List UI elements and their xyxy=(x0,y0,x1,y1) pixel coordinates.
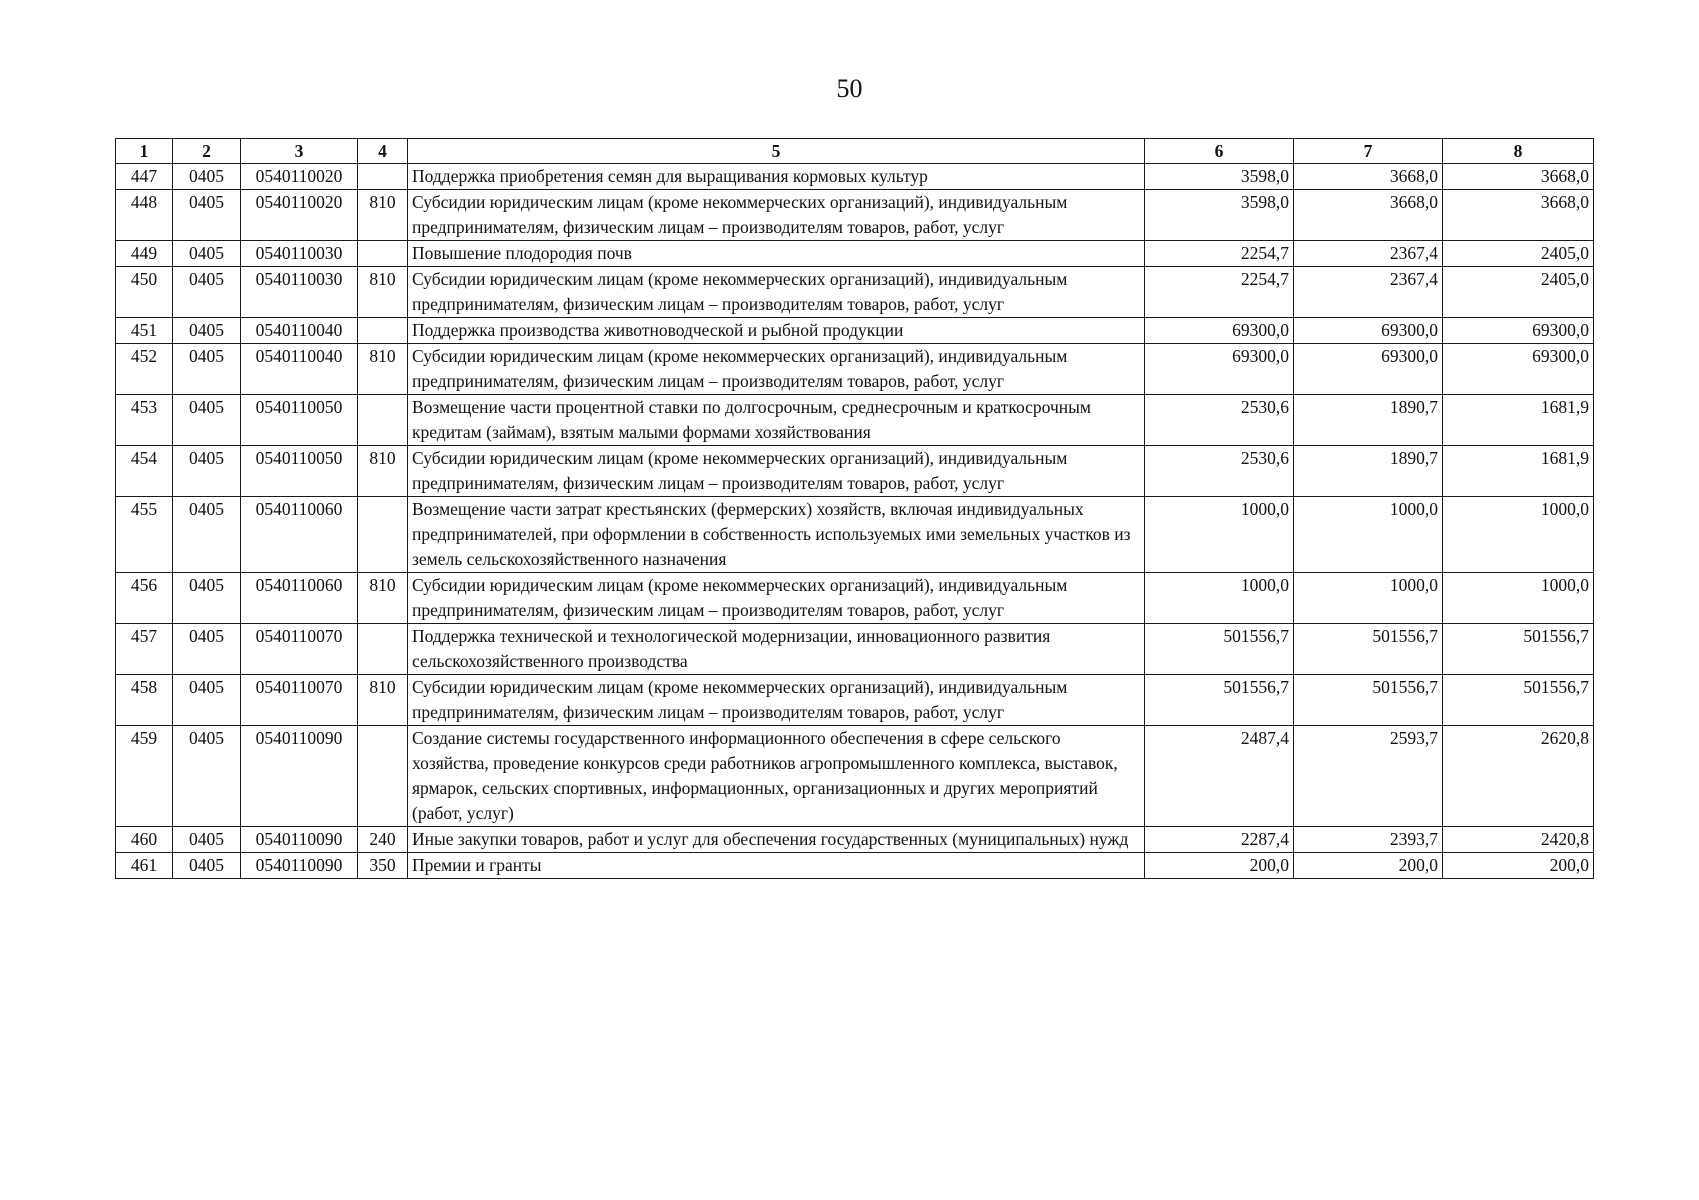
value-col8-cell: 69300,0 xyxy=(1443,344,1594,395)
table-row xyxy=(116,190,1594,241)
row-number-cell: 447 xyxy=(116,164,173,190)
value-col8-cell: 501556,7 xyxy=(1443,624,1594,675)
section-code-cell: 0405 xyxy=(173,344,241,395)
value-col8-cell: 3668,0 xyxy=(1443,164,1594,190)
value-col6-cell: 200,0 xyxy=(1145,853,1294,879)
value-col7-cell: 2367,4 xyxy=(1294,267,1443,318)
name-cell: Создание системы государственного информационного обеспечения в сфере сельского хозяйства, проведение конкурсов среди работников агропромышленного комплекса, выставок, ярмарок, сельских спортивных, информационных, организационных и других мероприятий (работ, услуг) xyxy=(408,726,1145,827)
value-col7-cell: 69300,0 xyxy=(1294,318,1443,344)
value-col6-cell: 501556,7 xyxy=(1145,624,1294,675)
value-col8-cell: 1000,0 xyxy=(1443,497,1594,573)
table-row xyxy=(116,726,1594,827)
value-col8-cell: 2420,8 xyxy=(1443,827,1594,853)
value-col7-cell: 1000,0 xyxy=(1294,573,1443,624)
name-cell: Премии и гранты xyxy=(408,853,1145,879)
table-row xyxy=(116,318,1594,344)
target-article-cell: 0540110020 xyxy=(241,190,358,241)
value-col7-cell: 501556,7 xyxy=(1294,624,1443,675)
value-col8-cell: 3668,0 xyxy=(1443,190,1594,241)
expense-type-cell: 810 xyxy=(358,267,408,318)
expense-type-cell: 240 xyxy=(358,827,408,853)
value-col6-cell: 2254,7 xyxy=(1145,267,1294,318)
table-row xyxy=(116,827,1594,853)
name-cell: Субсидии юридическим лицам (кроме некоммерческих организаций), индивидуальным предпринимателям, физическим лицам – производителям товаров, работ, услуг xyxy=(408,573,1145,624)
name-cell: Поддержка приобретения семян для выращивания кормовых культур xyxy=(408,164,1145,190)
value-col6-cell: 69300,0 xyxy=(1145,318,1294,344)
table-header-row xyxy=(116,139,1594,164)
name-cell: Поддержка производства животноводческой и рыбной продукции xyxy=(408,318,1145,344)
section-code-cell: 0405 xyxy=(173,624,241,675)
table-row xyxy=(116,344,1594,395)
target-article-cell: 0540110060 xyxy=(241,497,358,573)
name-cell: Субсидии юридическим лицам (кроме некоммерческих организаций), индивидуальным предпринимателям, физическим лицам – производителям товаров, работ, услуг xyxy=(408,675,1145,726)
value-col7-cell: 2393,7 xyxy=(1294,827,1443,853)
value-col8-cell: 1000,0 xyxy=(1443,573,1594,624)
value-col8-cell: 501556,7 xyxy=(1443,675,1594,726)
value-col6-cell: 2254,7 xyxy=(1145,241,1294,267)
value-col6-cell: 2287,4 xyxy=(1145,827,1294,853)
row-number-cell: 450 xyxy=(116,267,173,318)
value-col7-cell: 3668,0 xyxy=(1294,164,1443,190)
target-article-cell: 0540110070 xyxy=(241,624,358,675)
expense-type-cell xyxy=(358,624,408,675)
header-cell: 2 xyxy=(173,139,241,164)
value-col7-cell: 1890,7 xyxy=(1294,446,1443,497)
row-number-cell: 449 xyxy=(116,241,173,267)
table-row xyxy=(116,853,1594,879)
section-code-cell: 0405 xyxy=(173,267,241,318)
name-cell: Субсидии юридическим лицам (кроме некоммерческих организаций), индивидуальным предпринимателям, физическим лицам – производителям товаров, работ, услуг xyxy=(408,344,1145,395)
target-article-cell: 0540110070 xyxy=(241,675,358,726)
expense-type-cell xyxy=(358,497,408,573)
header-cell: 3 xyxy=(241,139,358,164)
value-col7-cell: 501556,7 xyxy=(1294,675,1443,726)
expense-type-cell xyxy=(358,726,408,827)
value-col7-cell: 1000,0 xyxy=(1294,497,1443,573)
target-article-cell: 0540110090 xyxy=(241,853,358,879)
page-number: 50 xyxy=(836,74,863,103)
expense-type-cell: 810 xyxy=(358,573,408,624)
row-number-cell: 451 xyxy=(116,318,173,344)
expense-type-cell: 810 xyxy=(358,344,408,395)
target-article-cell: 0540110090 xyxy=(241,827,358,853)
section-code-cell: 0405 xyxy=(173,241,241,267)
row-number-cell: 459 xyxy=(116,726,173,827)
value-col6-cell: 501556,7 xyxy=(1145,675,1294,726)
target-article-cell: 0540110060 xyxy=(241,573,358,624)
section-code-cell: 0405 xyxy=(173,446,241,497)
header-cell: 7 xyxy=(1294,139,1443,164)
value-col6-cell: 3598,0 xyxy=(1145,190,1294,241)
name-cell: Возмещение части процентной ставки по долгосрочным, среднесрочным и краткосрочным кредитам (займам), взятым малыми формами хозяйствования xyxy=(408,395,1145,446)
value-col7-cell: 69300,0 xyxy=(1294,344,1443,395)
section-code-cell: 0405 xyxy=(173,853,241,879)
section-code-cell: 0405 xyxy=(173,164,241,190)
value-col6-cell: 3598,0 xyxy=(1145,164,1294,190)
value-col6-cell: 69300,0 xyxy=(1145,344,1294,395)
header-cell: 4 xyxy=(358,139,408,164)
value-col8-cell: 69300,0 xyxy=(1443,318,1594,344)
table-body xyxy=(116,164,1594,879)
name-cell: Иные закупки товаров, работ и услуг для обеспечения государственных (муниципальных) нужд xyxy=(408,827,1145,853)
row-number-cell: 461 xyxy=(116,853,173,879)
expense-type-cell xyxy=(358,318,408,344)
name-cell: Поддержка технической и технологической модернизации, инновационного развития сельскохозяйственного производства xyxy=(408,624,1145,675)
value-col6-cell: 1000,0 xyxy=(1145,497,1294,573)
row-number-cell: 453 xyxy=(116,395,173,446)
section-code-cell: 0405 xyxy=(173,497,241,573)
row-number-cell: 455 xyxy=(116,497,173,573)
section-code-cell: 0405 xyxy=(173,190,241,241)
table-row xyxy=(116,624,1594,675)
header-cell: 6 xyxy=(1145,139,1294,164)
value-col6-cell: 2530,6 xyxy=(1145,446,1294,497)
value-col8-cell: 1681,9 xyxy=(1443,446,1594,497)
expense-type-cell xyxy=(358,241,408,267)
section-code-cell: 0405 xyxy=(173,675,241,726)
value-col7-cell: 3668,0 xyxy=(1294,190,1443,241)
name-cell: Субсидии юридическим лицам (кроме некоммерческих организаций), индивидуальным предпринимателям, физическим лицам – производителям товаров, работ, услуг xyxy=(408,446,1145,497)
name-cell: Субсидии юридическим лицам (кроме некоммерческих организаций), индивидуальным предпринимателям, физическим лицам – производителям товаров, работ, услуг xyxy=(408,267,1145,318)
expense-type-cell: 810 xyxy=(358,446,408,497)
expense-type-cell xyxy=(358,164,408,190)
value-col8-cell: 200,0 xyxy=(1443,853,1594,879)
table-row xyxy=(116,164,1594,190)
target-article-cell: 0540110040 xyxy=(241,344,358,395)
expense-type-cell: 810 xyxy=(358,675,408,726)
table-row xyxy=(116,241,1594,267)
value-col7-cell: 200,0 xyxy=(1294,853,1443,879)
table-row xyxy=(116,497,1594,573)
target-article-cell: 0540110030 xyxy=(241,267,358,318)
value-col6-cell: 1000,0 xyxy=(1145,573,1294,624)
expense-type-cell xyxy=(358,395,408,446)
table-row xyxy=(116,267,1594,318)
value-col8-cell: 2405,0 xyxy=(1443,241,1594,267)
target-article-cell: 0540110020 xyxy=(241,164,358,190)
section-code-cell: 0405 xyxy=(173,827,241,853)
row-number-cell: 452 xyxy=(116,344,173,395)
row-number-cell: 456 xyxy=(116,573,173,624)
section-code-cell: 0405 xyxy=(173,318,241,344)
expense-type-cell: 350 xyxy=(358,853,408,879)
header-cell: 8 xyxy=(1443,139,1594,164)
section-code-cell: 0405 xyxy=(173,726,241,827)
target-article-cell: 0540110090 xyxy=(241,726,358,827)
value-col6-cell: 2487,4 xyxy=(1145,726,1294,827)
row-number-cell: 460 xyxy=(116,827,173,853)
name-cell: Повышение плодородия почв xyxy=(408,241,1145,267)
expense-type-cell: 810 xyxy=(358,190,408,241)
target-article-cell: 0540110050 xyxy=(241,446,358,497)
target-article-cell: 0540110030 xyxy=(241,241,358,267)
section-code-cell: 0405 xyxy=(173,395,241,446)
value-col8-cell: 2620,8 xyxy=(1443,726,1594,827)
header-cell: 5 xyxy=(408,139,1145,164)
table-row xyxy=(116,395,1594,446)
row-number-cell: 457 xyxy=(116,624,173,675)
name-cell: Субсидии юридическим лицам (кроме некоммерческих организаций), индивидуальным предпринимателям, физическим лицам – производителям товаров, работ, услуг xyxy=(408,190,1145,241)
row-number-cell: 454 xyxy=(116,446,173,497)
value-col6-cell: 2530,6 xyxy=(1145,395,1294,446)
value-col7-cell: 1890,7 xyxy=(1294,395,1443,446)
table-row xyxy=(116,573,1594,624)
target-article-cell: 0540110050 xyxy=(241,395,358,446)
header-cell: 1 xyxy=(116,139,173,164)
value-col7-cell: 2367,4 xyxy=(1294,241,1443,267)
name-cell: Возмещение части затрат крестьянских (фермерских) хозяйств, включая индивидуальных предпринимателей, при оформлении в собственность используемых ими земельных участков из земель сельскохозяйственного назначения xyxy=(408,497,1145,573)
budget-table xyxy=(115,138,1594,879)
value-col8-cell: 2405,0 xyxy=(1443,267,1594,318)
table-row xyxy=(116,675,1594,726)
value-col8-cell: 1681,9 xyxy=(1443,395,1594,446)
section-code-cell: 0405 xyxy=(173,573,241,624)
value-col7-cell: 2593,7 xyxy=(1294,726,1443,827)
row-number-cell: 448 xyxy=(116,190,173,241)
row-number-cell: 458 xyxy=(116,675,173,726)
target-article-cell: 0540110040 xyxy=(241,318,358,344)
table-row xyxy=(116,446,1594,497)
